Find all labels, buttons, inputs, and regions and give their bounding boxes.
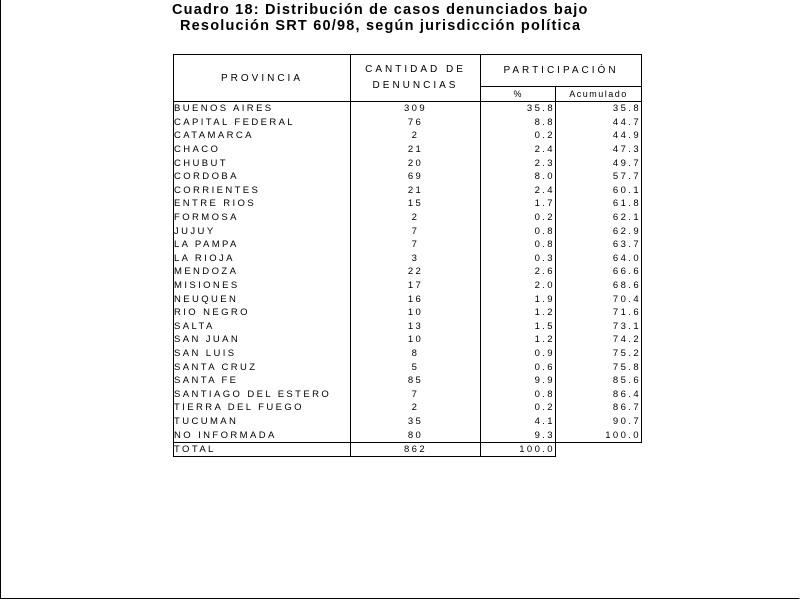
provincia-cell: CORRIENTES [174, 184, 351, 198]
provincia-cell: ENTRE RIOS [174, 197, 351, 211]
total-row [174, 442, 642, 456]
provincia-cell: SANTIAGO DEL ESTERO [174, 387, 351, 401]
provincia-cell: LA PAMPA [174, 238, 351, 252]
cantidad-cell: 80 [351, 428, 481, 442]
pct-cell: 0.2 [481, 129, 556, 143]
table-row [174, 170, 642, 184]
provincia-cell: RIO NEGRO [174, 306, 351, 320]
provincia-cell: BUENOS AIRES [174, 102, 351, 116]
provincia-cell: CAPITAL FEDERAL [174, 116, 351, 130]
cantidad-cell: 13 [351, 320, 481, 334]
table-row [174, 129, 642, 143]
table-row [174, 184, 642, 198]
acumulado-cell: 86.7 [556, 401, 642, 415]
pct-cell: 9.9 [481, 374, 556, 388]
cantidad-cell: 8 [351, 347, 481, 361]
header-cantidad-line-1: CANTIDAD DE [365, 64, 466, 75]
cantidad-cell: 35 [351, 415, 481, 429]
provincia-cell: NEUQUEN [174, 292, 351, 306]
acumulado-cell: 61.8 [556, 197, 642, 211]
acumulado-cell: 75.2 [556, 347, 642, 361]
table-row [174, 292, 642, 306]
provincia-cell: SANTA CRUZ [174, 360, 351, 374]
provincia-cell: NO INFORMADA [174, 428, 351, 442]
acumulado-cell: 86.4 [556, 387, 642, 401]
title-line-2: Resolución SRT 60/98, según jurisdicción política [180, 18, 582, 34]
provincia-cell: CORDOBA [174, 170, 351, 184]
pct-cell: 1.7 [481, 197, 556, 211]
table-header [174, 55, 642, 102]
table-row [174, 279, 642, 293]
pct-cell: 0.9 [481, 347, 556, 361]
provincia-cell: FORMOSA [174, 211, 351, 225]
acumulado-cell: 68.6 [556, 279, 642, 293]
provincia-cell: TUCUMAN [174, 415, 351, 429]
acumulado-cell: 100.0 [556, 428, 642, 442]
acumulado-cell: 35.8 [556, 102, 642, 116]
pct-cell: 35.8 [481, 102, 556, 116]
acumulado-cell: 66.6 [556, 265, 642, 279]
pct-cell: 1.9 [481, 292, 556, 306]
provincia-cell: CHACO [174, 143, 351, 157]
denuncias-table [173, 54, 642, 457]
acumulado-cell: 74.2 [556, 333, 642, 347]
cantidad-cell: 17 [351, 279, 481, 293]
acumulado-cell: 57.7 [556, 170, 642, 184]
acumulado-cell: 85.6 [556, 374, 642, 388]
table-row [174, 360, 642, 374]
table-row [174, 238, 642, 252]
header-acumulado: Acumulado [556, 87, 642, 102]
acumulado-cell: 73.1 [556, 320, 642, 334]
title-line-1: Cuadro 18: Distribución de casos denunciados bajo [172, 2, 589, 18]
acumulado-cell: 62.1 [556, 211, 642, 225]
table-row [174, 387, 642, 401]
pct-cell: 2.6 [481, 265, 556, 279]
pct-cell: 4.1 [481, 415, 556, 429]
cantidad-cell: 5 [351, 360, 481, 374]
acumulado-cell: 44.9 [556, 129, 642, 143]
cantidad-cell: 69 [351, 170, 481, 184]
cantidad-cell: 10 [351, 306, 481, 320]
acumulado-cell: 75.8 [556, 360, 642, 374]
total-empty-cell [556, 442, 642, 456]
cantidad-cell: 15 [351, 197, 481, 211]
pct-cell: 0.8 [481, 387, 556, 401]
acumulado-cell: 49.7 [556, 156, 642, 170]
table-row [174, 102, 642, 116]
cantidad-cell: 7 [351, 238, 481, 252]
cantidad-cell: 2 [351, 129, 481, 143]
table-row [174, 333, 642, 347]
cantidad-cell: 22 [351, 265, 481, 279]
table-total [174, 442, 642, 456]
cantidad-cell: 10 [351, 333, 481, 347]
acumulado-cell: 90.7 [556, 415, 642, 429]
table-row [174, 374, 642, 388]
provincia-cell: SANTA FE [174, 374, 351, 388]
pct-cell: 2.4 [481, 184, 556, 198]
table-row [174, 252, 642, 266]
pct-cell: 1.5 [481, 320, 556, 334]
cantidad-cell: 2 [351, 211, 481, 225]
cantidad-cell: 2 [351, 401, 481, 415]
cantidad-cell: 309 [351, 102, 481, 116]
acumulado-cell: 44.7 [556, 116, 642, 130]
provincia-cell: CATAMARCA [174, 129, 351, 143]
header-pct: % [481, 87, 556, 102]
total-label: TOTAL [174, 442, 351, 456]
table-row [174, 415, 642, 429]
table-row [174, 401, 642, 415]
cantidad-cell: 20 [351, 156, 481, 170]
pct-cell: 1.2 [481, 333, 556, 347]
acumulado-cell: 60.1 [556, 184, 642, 198]
table-row [174, 265, 642, 279]
pct-cell: 0.3 [481, 252, 556, 266]
cantidad-cell: 21 [351, 143, 481, 157]
table-row [174, 306, 642, 320]
pct-cell: 0.2 [481, 401, 556, 415]
acumulado-cell: 47.3 [556, 143, 642, 157]
acumulado-cell: 62.9 [556, 224, 642, 238]
provincia-cell: LA RIOJA [174, 252, 351, 266]
header-cantidad-line-2: DENUNCIAS [372, 80, 459, 91]
pct-cell: 1.2 [481, 306, 556, 320]
acumulado-cell: 70.4 [556, 292, 642, 306]
table-row [174, 156, 642, 170]
pct-cell: 8.8 [481, 116, 556, 130]
header-cantidad [351, 55, 481, 102]
table-row [174, 224, 642, 238]
table-row [174, 211, 642, 225]
table-body [174, 102, 642, 443]
pct-cell: 0.6 [481, 360, 556, 374]
pct-cell: 0.8 [481, 224, 556, 238]
table-row [174, 347, 642, 361]
pct-cell: 9.3 [481, 428, 556, 442]
cantidad-cell: 16 [351, 292, 481, 306]
table-row [174, 116, 642, 130]
provincia-cell: SAN LUIS [174, 347, 351, 361]
provincia-cell: MISIONES [174, 279, 351, 293]
table-row [174, 143, 642, 157]
pct-cell: 0.8 [481, 238, 556, 252]
provincia-cell: TIERRA DEL FUEGO [174, 401, 351, 415]
cantidad-cell: 76 [351, 116, 481, 130]
provincia-cell: CHUBUT [174, 156, 351, 170]
table-title [172, 2, 662, 34]
cantidad-cell: 21 [351, 184, 481, 198]
pct-cell: 2.3 [481, 156, 556, 170]
table-row [174, 320, 642, 334]
acumulado-cell: 64.0 [556, 252, 642, 266]
pct-cell: 2.4 [481, 143, 556, 157]
table-row [174, 428, 642, 442]
provincia-cell: MENDOZA [174, 265, 351, 279]
acumulado-cell: 71.6 [556, 306, 642, 320]
total-cantidad: 862 [351, 442, 481, 456]
pct-cell: 2.0 [481, 279, 556, 293]
provincia-cell: JUJUY [174, 224, 351, 238]
total-pct: 100.0 [481, 442, 556, 456]
table-row [174, 197, 642, 211]
provincia-cell: SAN JUAN [174, 333, 351, 347]
cantidad-cell: 85 [351, 374, 481, 388]
header-provincia: PROVINCIA [174, 55, 351, 102]
cantidad-cell: 7 [351, 224, 481, 238]
acumulado-cell: 63.7 [556, 238, 642, 252]
cantidad-cell: 3 [351, 252, 481, 266]
cantidad-cell: 7 [351, 387, 481, 401]
pct-cell: 8.0 [481, 170, 556, 184]
provincia-cell: SALTA [174, 320, 351, 334]
pct-cell: 0.2 [481, 211, 556, 225]
header-participacion: PARTICIPACIÓN [481, 55, 642, 87]
